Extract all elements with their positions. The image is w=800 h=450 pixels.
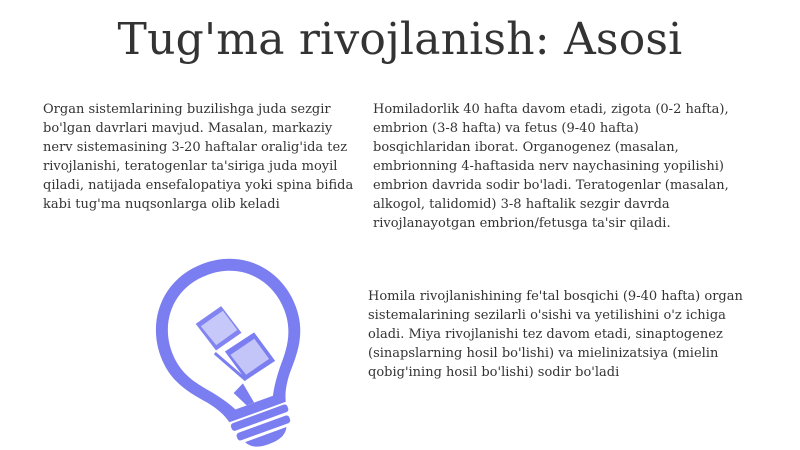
paragraph-left: Organ sistemlarining buzilishga juda sezgir bo'lgan davrlari mavjud. Masalan, markaziy nerv sistemasining 3-20 haftalar oralig'ida tez rivojlanishi, teratogenlar ta'siriga juda moyil qiladi, natijada ensefalopatiya yoki spina bifida kabi tug'ma nuqsonlarga olib keladi [43, 102, 354, 212]
lightbulb-book-icon [155, 250, 315, 450]
slide-title: Tug'ma rivojlanish: Asosi [117, 14, 683, 65]
paragraph-right-top: Homiladorlik 40 hafta davom etadi, zigota (0-2 hafta), embrion (3-8 hafta) va fetus (9-40 hafta) bosqichlaridan iborat. Organogenez (masalan, embrionning 4-haftasida nerv naychasining yopilishi) embrion davrida sodir bo'ladi. Teratogenlar (masalan, alkogol, talidomid) 3-8 haftalik sezgir davrda rivojlanayotgan embrion/fetusga ta'sir qiladi. [373, 102, 729, 231]
paragraph-right-bottom: Homila rivojlanishining fe'tal bosqichi (9-40 hafta) organ sistemalarining sezilarli o'sishi va yetilishini o'z ichiga oladi. Miya rivojlanishi tez davom etadi, sinaptogenez (sinapslarning hosil bo'lishi) va mielinizatsiya (mielin qobig'ining hosil bo'lishi) sodir bo'ladi [368, 289, 743, 380]
